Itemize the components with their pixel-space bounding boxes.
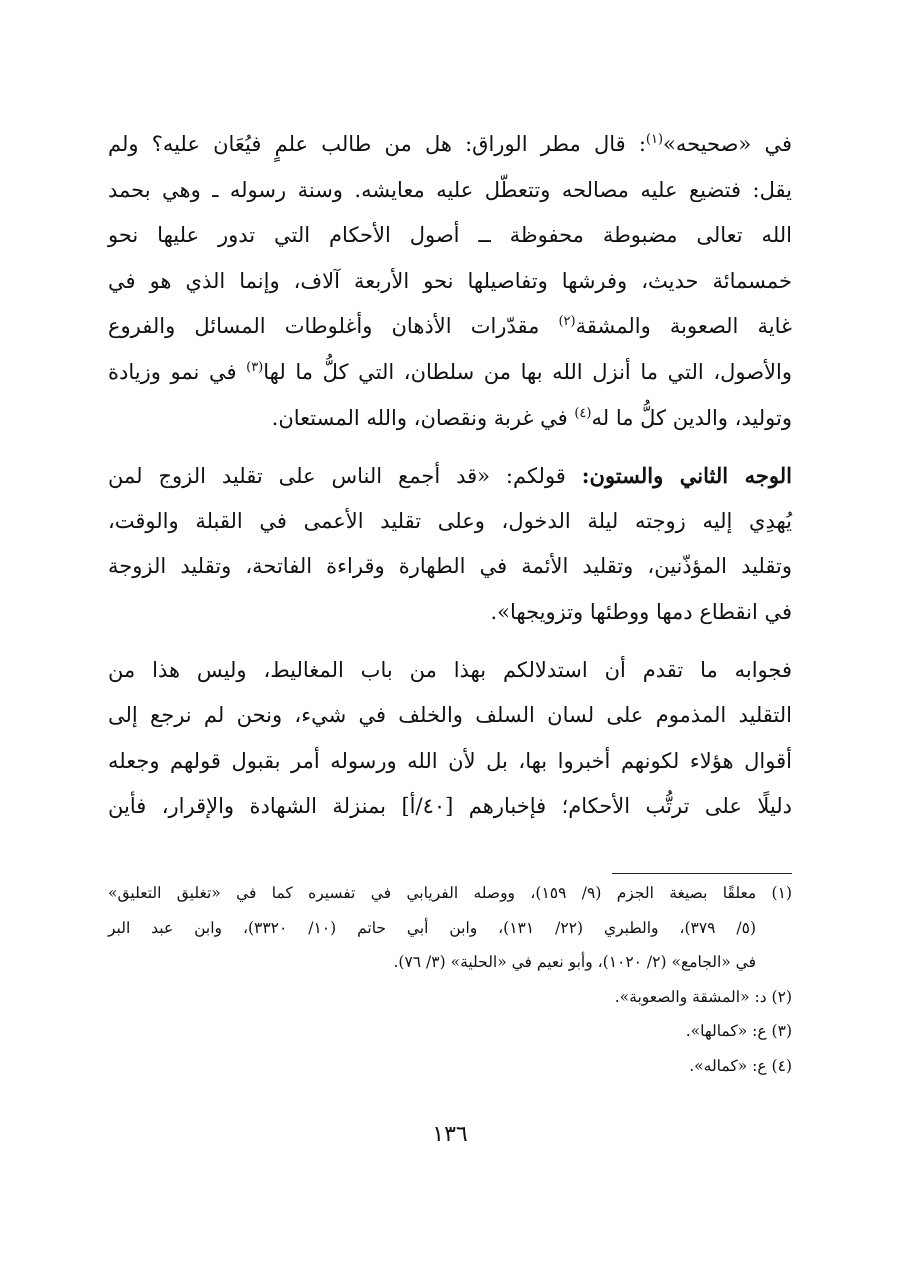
text-line (108, 259, 792, 305)
text-run: دليلًا على ترتُّب الأحكام؛ فإخبارهم [٤٠/أ] بمنزلة الشهادة والإقرار، فأين (108, 794, 792, 819)
footnote-line: (٥/ ٣٧٩)، والطبري (٢٢/ ١٣١)، وابن أبي حاتم (١٠/ ٣٣٢٠)، وابن عبد البر (108, 918, 757, 937)
text-run: فجوابه ما تقدم أن استدلالكم بهذا من باب المغاليط، وليس هذا من (108, 657, 792, 682)
text-run: خمسمائة حديث، وفرشها وتفاصيلها نحو الأربعة آلاف، وإنما الذي هو في (108, 268, 792, 293)
text-run: والأصول، التي ما أنزل الله بها من سلطان، التي كلُّ ما لها (263, 359, 792, 384)
footnote-ref: (٣) (246, 359, 264, 375)
footnotes (108, 876, 792, 1083)
text-run: أقوال هؤلاء لكونهم أخبروا بها، بل لأن الله ورسوله أمر بقبول قولهم وجعله (108, 748, 792, 773)
text-line (108, 122, 792, 168)
footnote-line: (٤) ع: «كماله». (689, 1056, 792, 1075)
page-number: ١٣٦ (432, 1122, 468, 1147)
text-run: وتوليد، والدين كلُّ ما له (591, 405, 792, 430)
text-run: يقل: فتضيع عليه مصالحه وتتعطّل عليه معايشه. وسنة رسوله ـ وهي بحمد (108, 177, 792, 202)
text-line (108, 350, 792, 396)
text-run: الله تعالى مضبوطة محفوظة ــ أصول الأحكام التي تدور عليها نحو (108, 223, 792, 248)
text-line (108, 739, 792, 785)
text-line (108, 304, 792, 350)
footnote-line: (٢) د: «المشقة والصعوبة». (614, 987, 792, 1006)
text-run: وتقليد المؤذّنين، وتقليد الأئمة في الطهارة وقراءة الفاتحة، وتقليد الزوجة (108, 554, 792, 579)
text-run: مقدّرات الأذهان وأغلوطات المسائل والفروع (108, 314, 559, 339)
footnote-ref: (٤) (574, 405, 592, 421)
text-run: قولكم: «قد أجمع الناس على تقليد الزوج لمن (108, 464, 582, 489)
text-run: في غربة ونقصان، والله المستعان. (271, 405, 575, 430)
text-line (108, 453, 792, 499)
paragraph (108, 453, 792, 635)
text-line (108, 784, 792, 830)
footnote-line: (١) معلقًا بصيغة الجزم (٩/ ١٥٩)، ووصله الفريابي في تفسيره كما في «تغليق التعليق» (108, 884, 792, 902)
text-run: التقليد المذموم على لسان السلف والخلف في شيء، ونحن لم نرجع إلى (108, 703, 792, 728)
text-line (108, 499, 792, 545)
text-run: في انقطاع دمها ووطئها وتزويجها». (490, 599, 792, 624)
footnote-line: في «الجامع» (٢/ ١٠٢٠)، وأبو نعيم في «الحلية» (٣/ ٧٦). (393, 953, 756, 971)
text-run: غاية الصعوبة والمشقة (575, 314, 792, 339)
text-run: في نمو وزيادة (108, 359, 247, 384)
text-run: : قال مطر الوراق: هل من طالب علمٍ فيُعَان عليه؟ ولم (108, 132, 646, 156)
text-run: يُهدِي إليه زوجته ليلة الدخول، وعلى تقليد الأعمى في القبلة والوقت، (108, 508, 792, 533)
footnote-ref: (١) (645, 132, 664, 147)
text-line (108, 693, 792, 739)
text-line (108, 168, 792, 214)
footnote-ref: (٢) (558, 314, 576, 330)
text-line (108, 590, 792, 636)
paragraph (108, 648, 792, 830)
footnote-separator (612, 873, 792, 874)
text-line (108, 396, 792, 442)
text-line (108, 648, 792, 694)
text-line (108, 213, 792, 259)
main-text (108, 122, 792, 842)
text-line (108, 544, 792, 590)
footnote-line: (٣) ع: «كمالها». (685, 1022, 792, 1040)
section-heading: الوجه الثاني والستون: (581, 463, 792, 489)
paragraph (108, 122, 792, 441)
text-run: في «صحيحه» (663, 132, 793, 156)
